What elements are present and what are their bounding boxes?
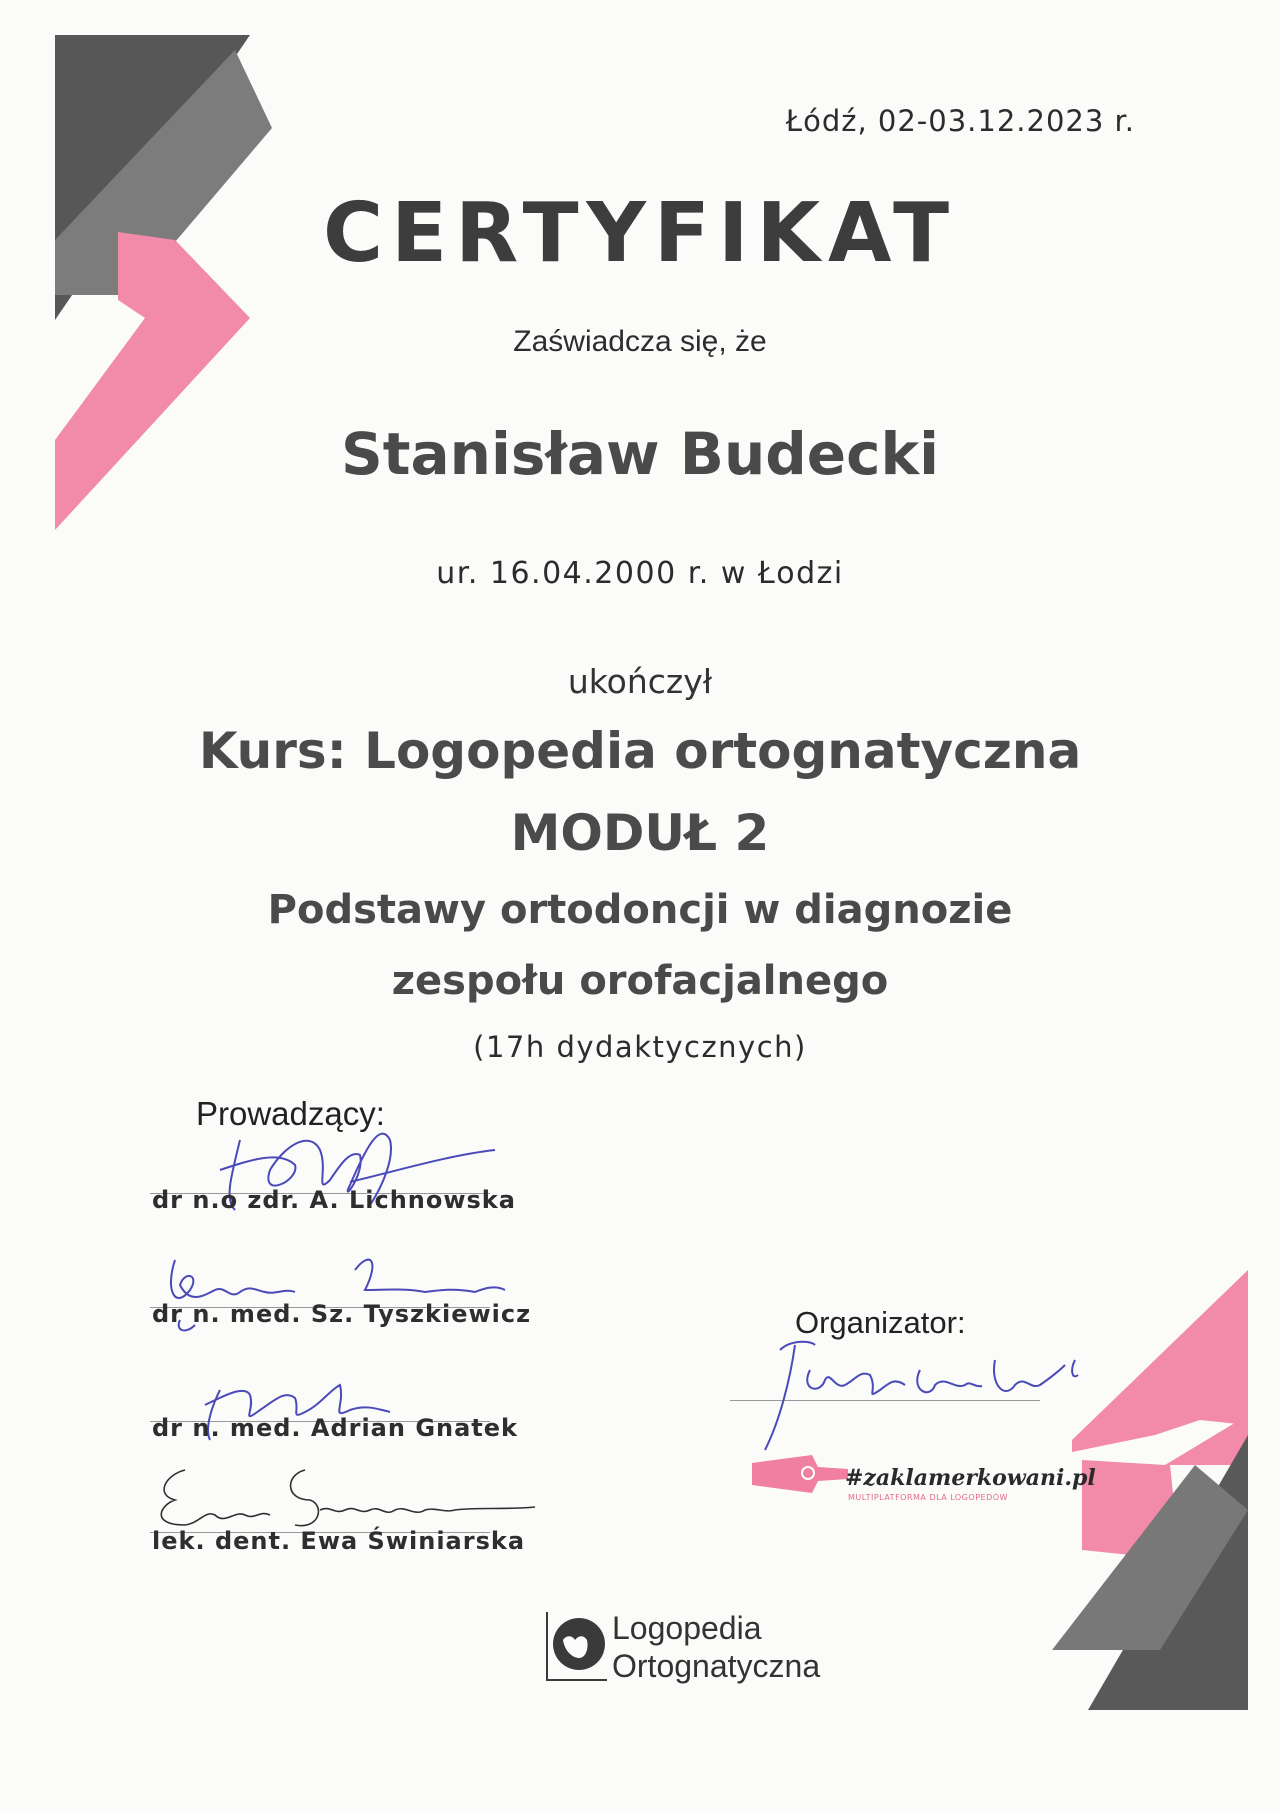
- clothespin-logo: [750, 1445, 850, 1495]
- course-title: Kurs: Logopedia ortognatyczna: [198, 722, 1082, 780]
- birth-info: ur. 16.04.2000 r. w Łodzi: [436, 556, 844, 591]
- logopedia-logo-icon: [545, 1610, 611, 1684]
- topic-line-1: Podstawy ortodoncji w diagnozie: [267, 887, 1013, 933]
- certifies-text: Zaświadcza się, że: [513, 325, 767, 358]
- lecturers-heading: Prowadzący:: [196, 1095, 385, 1132]
- completed-text: ukończył: [567, 662, 713, 701]
- place-date: Łódź, 02-03.12.2023 r.: [785, 104, 1135, 138]
- lecturer-name: dr n. med. Adrian Gnatek: [152, 1414, 519, 1442]
- logo-text-line-2: Ortognatyczna: [612, 1648, 821, 1684]
- topic-line-2: zespołu orofacjalnego: [391, 958, 889, 1004]
- certificate-title: CERTYFIKAT: [322, 186, 958, 281]
- organizer-brand-subtitle: MULTIPLATFORMA DLA LOGOPEDÓW: [848, 1493, 1008, 1502]
- organizer-brand: #zaklamerkowani.pl: [845, 1465, 1096, 1491]
- lecturer-name: dr n. med. Sz. Tyszkiewicz: [152, 1300, 532, 1328]
- course-hours: (17h dydaktycznych): [473, 1030, 807, 1064]
- signature-organizer: [720, 1330, 1090, 1460]
- lecturer-name: dr n.o zdr. A. Lichnowska: [152, 1186, 516, 1214]
- module-title: MODUŁ 2: [510, 804, 770, 862]
- lecturer-name: lek. dent. Ewa Świniarska: [152, 1527, 526, 1555]
- organizer-heading: Organizator:: [795, 1305, 966, 1340]
- logo-text-line-1: Logopedia: [612, 1610, 762, 1646]
- recipient-name: Stanisław Budecki: [341, 420, 939, 488]
